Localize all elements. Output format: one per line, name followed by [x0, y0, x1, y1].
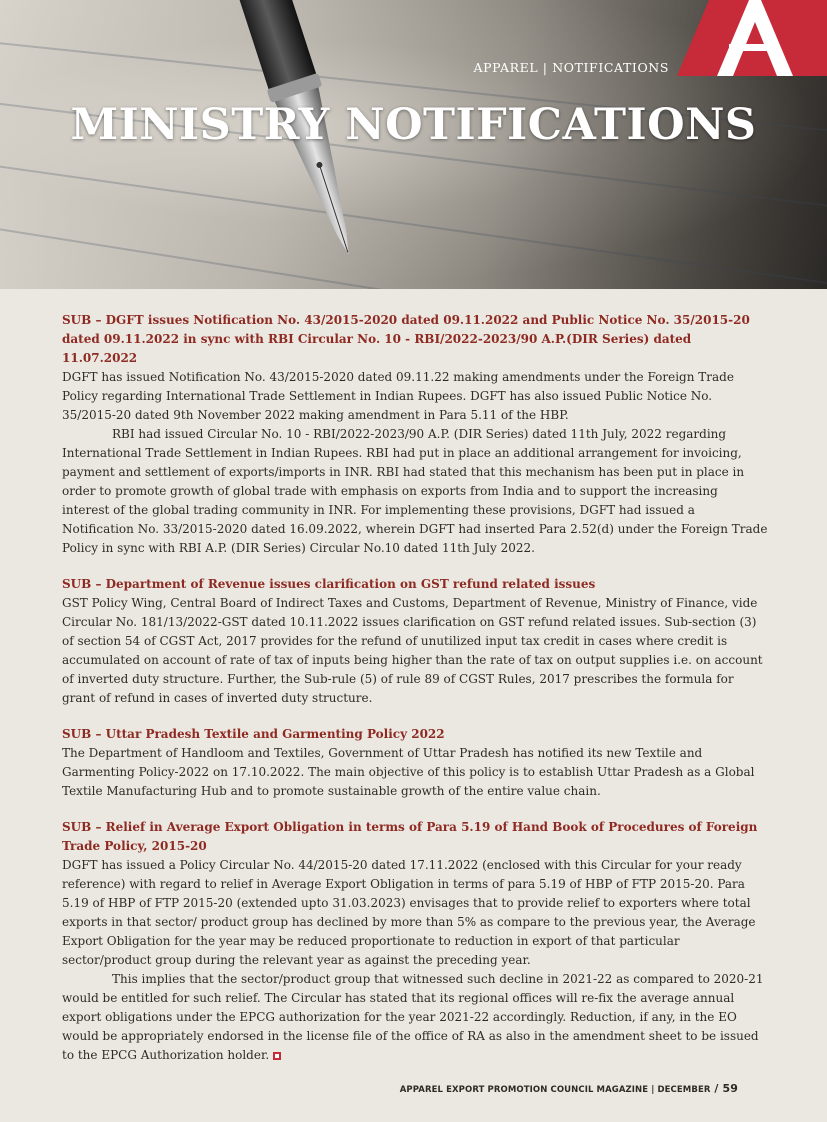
article-body	[62, 311, 768, 1082]
page-title: MINISTRY NOTIFICATIONS	[70, 100, 757, 150]
body-paragraph	[62, 970, 768, 1065]
hero-image	[0, 0, 827, 289]
paper-rule-line	[0, 160, 827, 287]
body-paragraph: DGFT has issued Notification No. 43/2015-2020 dated 09.11.22 making amendments under the Foreign Trade Policy regarding International Trade Settlement in Indian Rupees. DGFT has also issued Public Notice No. 35/2015-20 dated 9th November 2022 making amendment in Para 5.11 of the HBP.	[62, 370, 734, 422]
section-kicker: APPAREL | NOTIFICATIONS	[473, 60, 669, 75]
body-paragraph: DGFT has issued a Policy Circular No. 44/2015-20 dated 17.11.2022 (enclosed with this Circular for your ready reference) with regard to relief in Average Export Obligation in terms of para 5.19 of HBP of FTP 2015-20. Para 5.19 of HBP of FTP 2015-20 (extended upto 31.03.2023) envisages that to provide relief to exporters where total exports in that sector/ product group has declined by more than 5% as compare to the previous year, the Average Export Obligation for the year may be reduced proportionate to reduction in export of that particular sector/product group during the relevant year as against the preceding year.	[62, 858, 756, 967]
footer-separator: /	[710, 1082, 723, 1095]
subject-heading: SUB – Uttar Pradesh Textile and Garmenting Policy 2022	[62, 727, 445, 741]
body-paragraph: RBI had issued Circular No. 10 - RBI/2022-2023/90 A.P. (DIR Series) dated 11th July, 2022 regarding International Trade Settlement in Indian Rupees. RBI had put in place an additional arrangement for invoicing, payment and settlement of exports/imports in INR. RBI had stated that this mechanism has been put in place in order to promote growth of global trade with emphasis on exports from India and to support the increasing interest of the global trading community in INR. For implementing these provisions, DGFT had issued a Notification No. 33/2015-2020 dated 16.09.2022, wherein DGFT had inserted Para 2.52(d) under the Foreign Trade Policy in sync with RBI A.P. (DIR Series) Circular No.10 dated 11th July 2022.	[62, 427, 768, 555]
body-paragraph: The Department of Handloom and Textiles, Government of Uttar Pradesh has notified its new Textile and Garmenting Policy-2022 on 17.10.2022. The main objective of this policy is to establish Uttar Pradesh as a Global Textile Manufacturing Hub and to promote sustainable growth of the entire value chain.	[62, 746, 755, 798]
notification-section	[62, 818, 768, 1065]
page-footer	[400, 1082, 738, 1095]
page-number: 59	[722, 1082, 738, 1095]
notification-section	[62, 725, 768, 801]
notification-section	[62, 575, 768, 708]
body-paragraph-text: This implies that the sector/product group that witnessed such decline in 2021-22 as compared to 2020-21 would be entitled for such relief. The Circular has stated that its regional offices will re-fix the average annual export obligations under the EPCG authorization for the year 2021-22 accordingly. Reduction, if any, in the EO would be appropriately endorsed in the license file of the office of RA as also in the amendment sheet to be issued to the EPCG Authorization holder.	[62, 972, 764, 1062]
subject-heading: SUB – Department of Revenue issues clarification on GST refund related issues	[62, 577, 596, 591]
body-paragraph: GST Policy Wing, Central Board of Indirect Taxes and Customs, Department of Revenue, Ministry of Finance, vide Circular No. 181/13/2022-GST dated 10.11.2022 issues clarification on GST refund related issues. Sub-section (3) of section 54 of CGST Act, 2017 provides for the refund of unutilized input tax credit in cases where credit is accumulated on account of rate of tax of inputs being higher than the rate of tax on output supplies i.e. on account of inverted duty structure. Further, the Sub-rule (5) of rule 89 of CGST Rules, 2017 prescribes the formula for grant of refund in cases of inverted duty structure.	[62, 596, 763, 705]
footer-text: APPAREL EXPORT PROMOTION COUNCIL MAGAZINE | DECEMBER	[399, 1085, 711, 1095]
subject-heading: SUB – Relief in Average Export Obligation in terms of Para 5.19 of Hand Book of Procedures of Foreign Trade Policy, 2015-20	[62, 820, 758, 853]
end-of-article-icon	[273, 1052, 281, 1060]
subject-heading: SUB – DGFT issues Notification No. 43/2015-2020 dated 09.11.2022 and Public Notice No. 35/2015-20 dated 09.11.2022 in sync with RBI Circular No. 10 - RBI/2022-2023/90 A.P.(DIR Series) dated 11.07.2022	[62, 313, 750, 365]
notification-section	[62, 311, 768, 558]
apparel-logo-icon	[677, 0, 827, 76]
paper-rule-line	[0, 222, 827, 289]
